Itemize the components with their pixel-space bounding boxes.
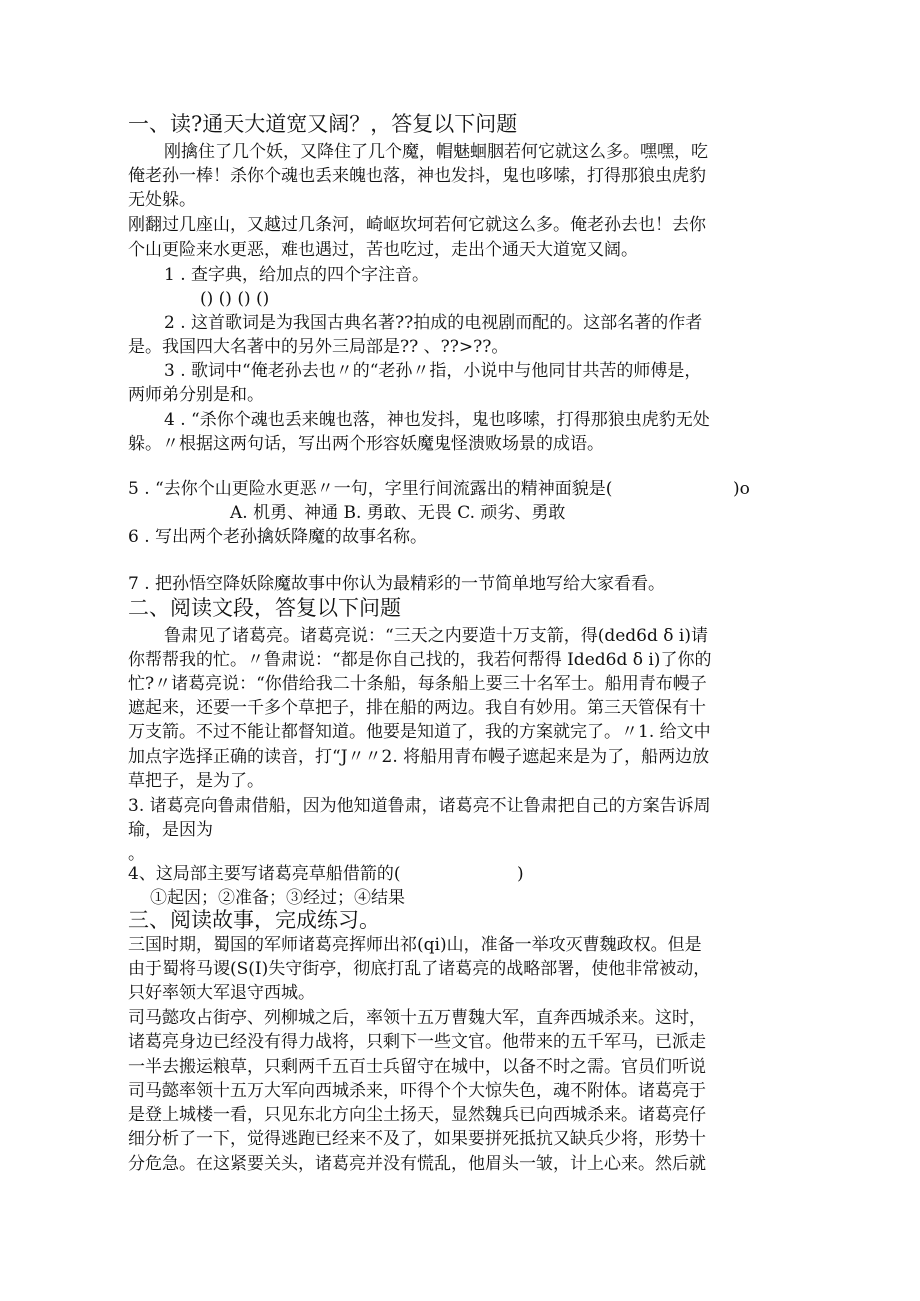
section2-question-4-options: ①起因；②准备；③经过；④结果 <box>150 888 405 908</box>
section2-line: 加点字选择正确的读音，打“J〃〃2. 将船用青布幔子遮起来是为了，船两边放 <box>128 747 710 767</box>
section2-line: 万支箭。不过不能让都督知道。他要是知道了，我的方案就完了。〃1. 给文中 <box>128 722 711 742</box>
question-3-cont: 两师弟分别是和。 <box>128 385 264 405</box>
section2-line: 你帮帮我的忙。〃鲁肃说：“都是你自己找的，我若何帮得 Ided6d δ i)了你的 <box>128 650 712 670</box>
section2-line: 忙?〃诸葛亮说：“你借给我二十条船，每条船上要三十名军士。船用青布幔子 <box>128 674 707 694</box>
section1-lyric-line: 无处躲。 <box>128 190 196 210</box>
answer-blank-dot: 。 <box>128 844 145 864</box>
section3-line: 是登上城楼一看，只见东北方向尘土扬天，显然魏兵已向西城杀来。诸葛亮仔 <box>128 1105 706 1125</box>
section3-title: 三、阅读故事，完成练习。 <box>128 908 380 932</box>
section2-question-4: 4、这局部主要写诸葛亮草船借箭的( <box>128 864 401 884</box>
section3-line: 只好率领大军退守西城。 <box>128 983 315 1003</box>
section3-line: 细分析了一下，觉得逃跑已经来不及了，如果要拼死抵抗又缺兵少将，形势十 <box>128 1129 706 1149</box>
section1-lyric-line: 俺老孙一棒！杀你个魂也丢来魄也落，神也发抖，鬼也哆嗦，打得那狼虫虎豹 <box>128 166 706 186</box>
question-1: 1 . 查字典，给加点的四个字注音。 <box>164 265 430 285</box>
question-2-cont: 是。我国四大名著中的另外三局部是?? 、??>??。 <box>128 337 509 357</box>
section1-lyric-line: 个山更险来水更恶，难也遇过，苦也吃过，走出个通天大道宽又阔。 <box>128 240 638 260</box>
section1-title: 一、读?通天大道宽又阔？，答复以下问题 <box>128 112 518 136</box>
section2-line: 瑜，是因为 <box>128 820 213 840</box>
section2-line: 3. 诸葛亮向鲁肃借船，因为他知道鲁肃，诸葛亮不让鲁肃把自己的方案告诉周 <box>128 796 711 816</box>
section3-line: 三国时期，蜀国的军师诸葛亮挥师出祁(qi)山，准备一举攻灭曹魏政权。但是 <box>128 935 702 955</box>
section2-title: 二、阅读文段，答复以下问题 <box>128 596 401 620</box>
section2-line: 草把子，是为了。 <box>128 771 264 791</box>
question-5: 5 . “去你个山更险水更恶〃一句，字里行间流露出的精神面貌是( <box>128 479 613 499</box>
section1-lyric-line: 刚翻过几座山，又越过几条河，崎岖坎坷若何它就这么多。俺老孙去也！去你 <box>128 215 706 235</box>
question-7: 7 . 把孙悟空降妖除魔故事中你认为最精彩的一节简单地写给大家看看。 <box>128 574 666 594</box>
question-1-blanks: () () () () <box>200 289 270 309</box>
section2-question-4-close: ) <box>517 864 524 884</box>
section3-line: 诸葛亮身边已经没有得力战将，只剩下一些文官。他带来的五千军马，已派走 <box>128 1032 706 1052</box>
section3-line: 一半去搬运粮草，只剩两千五百士兵留守在城中，以备不时之需。官员们听说 <box>128 1057 706 1077</box>
question-2: 2 . 这首歌词是为我国古典名著??拍成的电视剧而配的。这部名著的作者 <box>164 313 703 333</box>
section3-line: 由于蜀将马谡(S(I)失守街亭，彻底打乱了诸葛亮的战略部署，使他非常被动， <box>128 959 711 979</box>
section2-line: 鲁肃见了诸葛亮。诸葛亮说：“三天之内要造十万支箭，得(ded6d δ i)请 <box>164 626 708 646</box>
section3-line: 司马懿率领十五万大军向西城杀来，吓得个个大惊失色，魂不附体。诸葛亮于 <box>128 1081 706 1101</box>
question-3: 3 . 歌词中“俺老孙去也〃的“老孙〃指，小说中与他同甘共苦的师傅是， <box>164 361 702 381</box>
question-5-options: A. 机勇、神通 B. 勇敢、无畏 C. 顽劣、勇敢 <box>230 503 566 523</box>
section3-line: 分危急。在这紧要关头，诸葛亮并没有慌乱，他眉头一皱，计上心来。然后就 <box>128 1154 706 1174</box>
question-4: 4 . “杀你个魂也丢来魄也落，神也发抖，鬼也哆嗦，打得那狼虫虎豹无处 <box>164 410 710 430</box>
section2-line: 遮起来，还要一千多个草把子，排在船的两边。我自有妙用。第三天管保有十 <box>128 698 706 718</box>
question-6: 6 . 写出两个老孙擒妖降魔的故事名称。 <box>128 527 428 547</box>
section1-lyric-line: 刚擒住了几个妖，又降住了几个魔，帽魅蛔胭若何它就这么多。嘿嘿，吃 <box>164 142 708 162</box>
question-4-cont: 躲。〃根据这两句话，写出两个形容妖魔鬼怪溃败场景的成语。 <box>128 434 604 454</box>
question-5-close: )o <box>733 479 750 499</box>
section3-line: 司马懿攻占街亭、列柳城之后，率领十五万曹魏大军，直奔西城杀来。这时， <box>128 1008 706 1028</box>
